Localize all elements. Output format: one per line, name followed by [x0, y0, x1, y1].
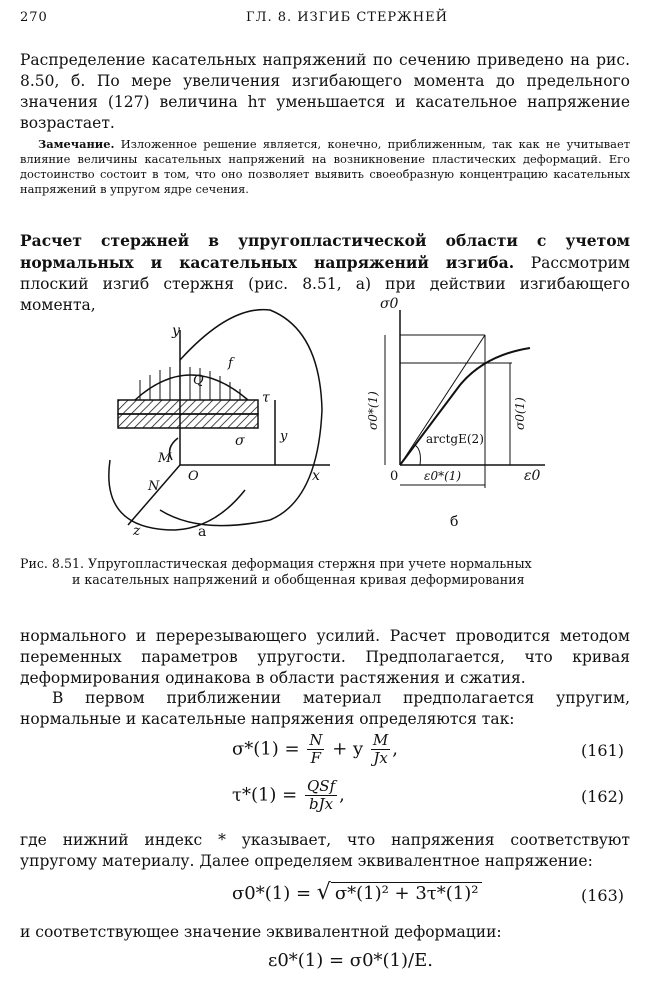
figure-a-sublabel: а	[198, 524, 207, 540]
origin-label: O	[188, 469, 199, 484]
figure-b-sublabel: б	[450, 514, 459, 530]
figure-8-51	[0, 290, 652, 552]
q-label: Q	[193, 373, 204, 388]
origin-label-b: 0	[390, 469, 399, 484]
f-label: f	[228, 356, 233, 371]
eq161-num1: N	[309, 731, 323, 749]
equation-163	[0, 876, 652, 916]
paragraph-5: и соответствующее значение эквивалентной деформации:	[20, 923, 502, 941]
page-number: 270	[20, 10, 48, 25]
sigma-1-label: σ0(1)	[513, 397, 527, 430]
eq162-number: (162)	[580, 787, 624, 806]
angle-arc	[415, 445, 420, 465]
eq163-lhs: σ0*(1) =	[232, 883, 312, 904]
eq163-number: (163)	[580, 886, 624, 905]
eq162-den: bJx	[309, 795, 334, 813]
caption-line-2: и касательных напряжений и обобщенная кривая деформирования	[72, 572, 525, 587]
eq162-num: QSf	[307, 777, 336, 795]
sqrt-sign: √	[316, 880, 331, 905]
eps-axis-label: ε0	[524, 468, 541, 484]
eq162-lhs: τ*(1) =	[232, 784, 298, 806]
running-title: ГЛ. 8. ИЗГИБ СТЕРЖНЕЙ	[246, 10, 448, 25]
axial-force-label: N	[148, 479, 160, 494]
eq161-mid: + y	[332, 738, 364, 760]
eq161-number: (161)	[580, 741, 624, 760]
hatched-stress-band-upper	[118, 400, 258, 414]
shear-stress-curve	[135, 375, 248, 400]
y-axis-label: y	[172, 323, 180, 339]
eq162-tail: ,	[339, 784, 345, 806]
figure-caption	[20, 556, 630, 588]
section-outline	[109, 460, 245, 530]
y-dimension-label: y	[280, 429, 288, 444]
z-axis-label: z	[133, 523, 141, 539]
eq161-den2: Jx	[373, 749, 388, 767]
tau-label: τ	[262, 390, 270, 406]
figure-b	[366, 296, 545, 530]
x-axis-label: x	[312, 468, 320, 484]
equation-161	[0, 732, 652, 772]
eq161-tail: ,	[392, 738, 398, 760]
note-label: Замечание.	[38, 137, 115, 151]
equation-162	[0, 778, 652, 818]
note-text: Изложенное решение является, конечно, приближенным, так как не учитывает влияние величины касательных напряжений на возникновение пластических деформаций. Его достоинство состоит в том, что оно позволяет выявить своеобразную концентрацию касательных напряжений в упругом ядре сечения.	[20, 137, 631, 196]
note-block	[20, 137, 630, 197]
moment-label: M	[158, 451, 172, 466]
paragraph-1: Распределение касательных напряжений по сечению приведено на рис. 8.50, б. По мере увеличения изгибающего момента до предельного значения (127) величина hт уменьшается и касательное напряжение возрастает.	[20, 51, 630, 132]
eq164-text: ε0*(1) = σ0*(1)/E.	[268, 950, 433, 971]
page-header	[20, 10, 630, 30]
arctg-label: arctgE(2)	[426, 432, 484, 446]
section-heading: Расчет стержней в упругопластической области с учетом нормальных и касательных напряжений изгиба.	[20, 231, 630, 272]
eps-star-label: ε0*(1)	[424, 469, 462, 483]
paragraph-3: В первом приближении материал предполагается упругим, нормальные и касательные напряжения определяются так:	[20, 689, 630, 728]
caption-line-1: Рис. 8.51. Упругопластическая деформация стержня при учете нормальных	[20, 556, 532, 571]
figure-a	[109, 310, 330, 540]
section-text: Рассмотрим плоский изгиб стержня (рис. 8.51, а) при действии изгибающего момента,	[20, 254, 630, 314]
hatched-stress-band-lower	[118, 414, 258, 428]
equation-164	[0, 950, 652, 990]
eq161-lhs: σ*(1) =	[232, 738, 300, 760]
sigma-label: σ	[235, 433, 245, 449]
paragraph-2: нормального и перерезывающего усилий. Расчет проводится методом переменных параметров упругости. Предполагается, что кривая деформирования одинакова в области растяжения и сжатия.	[20, 627, 630, 687]
eq161-num2: M	[372, 731, 389, 749]
paragraph-4: где нижний индекс * указывает, что напряжения соответствуют упругому материалу. Далее определяем эквивалентное напряжение:	[20, 831, 630, 870]
sigma-star-label: σ0*(1)	[366, 391, 380, 430]
eq161-den1: F	[310, 749, 322, 767]
eq163-radicand: σ*(1)² + 3τ*(1)²	[331, 882, 483, 904]
sigma-axis-label: σ0	[380, 296, 399, 312]
